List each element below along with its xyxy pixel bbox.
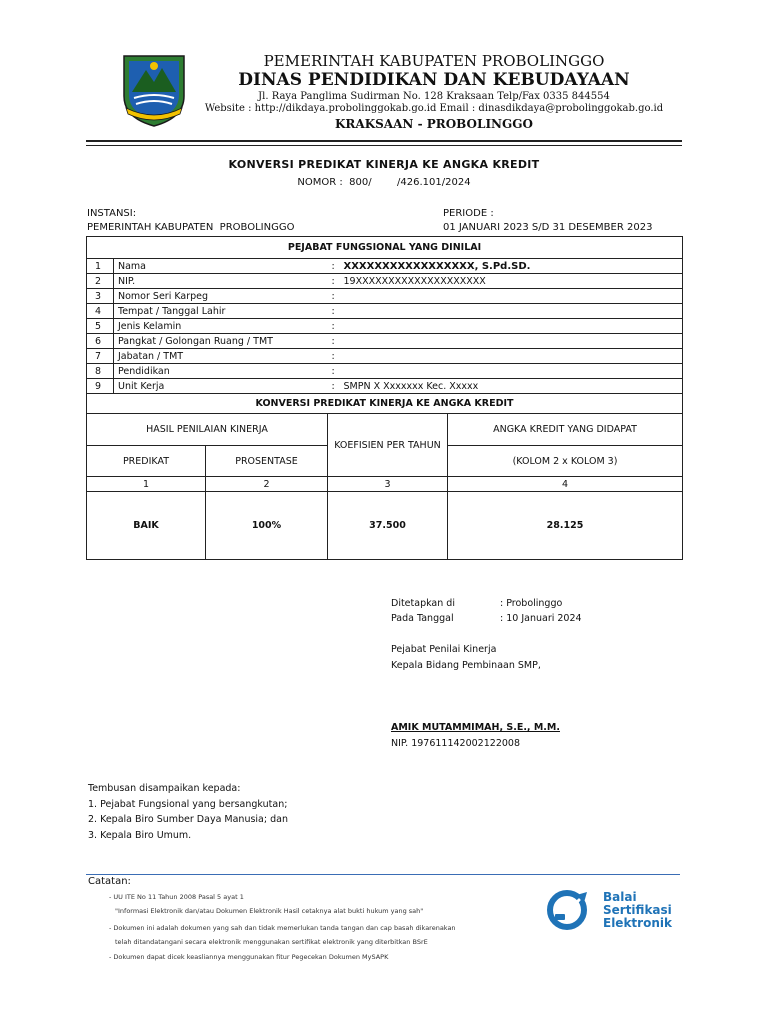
letterhead-address: Jl. Raya Panglima Sudirman No. 128 Kraksaan Telp/Fax 0335 844554 bbox=[258, 91, 610, 102]
periode-label: PERIODE : bbox=[443, 208, 494, 219]
pejabat-header: PEJABAT FUNGSIONAL YANG DINILAI bbox=[87, 237, 683, 259]
bsre-text: Balai bbox=[603, 890, 637, 904]
field-value: : bbox=[328, 319, 683, 334]
column-number: 1 bbox=[87, 477, 206, 492]
table-row bbox=[87, 319, 683, 334]
signer-nip: NIP. 197611142002122008 bbox=[391, 738, 520, 749]
table-row bbox=[87, 304, 683, 319]
nama-value: XXXXXXXXXXXXXXXXX, S.Pd.SD. bbox=[343, 260, 531, 272]
field-value: : SMPN X Xxxxxxx Kec. Xxxxx bbox=[328, 379, 683, 394]
row-number: 2 bbox=[87, 274, 114, 289]
bsre-logo-icon bbox=[543, 888, 593, 930]
field-value: : bbox=[328, 364, 683, 379]
document-number: NOMOR : 800/ /426.101/2024 bbox=[297, 177, 471, 188]
koefisien-header: KOEFISIEN PER TAHUN bbox=[328, 414, 448, 477]
ditetapkan-label: Ditetapkan di bbox=[391, 598, 455, 609]
field-value: : bbox=[328, 349, 683, 364]
tembusan-item: 1. Pejabat Fungsional yang bersangkutan; bbox=[88, 799, 288, 810]
footer-note: - Dokumen dapat dicek keasliannya menggunakan fitur Pegecekan Dokumen MySAPK bbox=[109, 953, 389, 961]
field-label: Nama bbox=[114, 259, 328, 274]
signer-name: AMIK MUTAMMIMAH, S.E., M.M. bbox=[391, 722, 560, 733]
letterhead-city: KRAKSAAN - PROBOLINGGO bbox=[335, 117, 533, 131]
column-number: 3 bbox=[328, 477, 448, 492]
pejabat-penilai-position: Kepala Bidang Pembinaan SMP, bbox=[391, 660, 541, 671]
letterhead-agency: DINAS PENDIDIKAN DAN KEBUDAYAAN bbox=[238, 70, 630, 90]
periode-value: 01 JANUARI 2023 S/D 31 DESEMBER 2023 bbox=[443, 222, 653, 233]
unit-kerja-value: SMPN X Xxxxxxx Kec. Xxxxx bbox=[343, 380, 479, 392]
field-label: Pangkat / Golongan Ruang / TMT bbox=[114, 334, 328, 349]
footer-note: - Dokumen ini adalah dokumen yang sah dan tidak memerlukan tanda tangan dan cap basah dikarenakan bbox=[109, 924, 456, 932]
angka-kredit-header: ANGKA KREDIT YANG DIDAPAT bbox=[448, 414, 683, 446]
document-title: KONVERSI PREDIKAT KINERJA KE ANGKA KREDIT bbox=[228, 158, 540, 171]
bsre-text: Elektronik bbox=[603, 916, 672, 930]
rumus-header: (KOLOM 2 x KOLOM 3) bbox=[448, 446, 683, 477]
prosentase-value: 100% bbox=[206, 492, 328, 560]
penilaian-table bbox=[86, 236, 683, 560]
row-number: 1 bbox=[87, 259, 114, 274]
predikat-value: BAIK bbox=[87, 492, 206, 560]
field-label: Jenis Kelamin bbox=[114, 319, 328, 334]
footer-note: "Informasi Elektronik dan/atau Dokumen Elektronik Hasil cetaknya alat bukti hukum yang sah" bbox=[115, 907, 424, 915]
field-value: : bbox=[328, 289, 683, 304]
table-row bbox=[87, 349, 683, 364]
nip-value: 19XXXXXXXXXXXXXXXXXXXX bbox=[343, 275, 486, 287]
row-number: 6 bbox=[87, 334, 114, 349]
row-number: 9 bbox=[87, 379, 114, 394]
field-value: : XXXXXXXXXXXXXXXXX, S.Pd.SD. bbox=[328, 259, 683, 274]
bsre-text: Sertifikasi bbox=[603, 903, 672, 917]
prosentase-header: PROSENTASE bbox=[206, 446, 328, 477]
table-row bbox=[87, 334, 683, 349]
field-label: NIP. bbox=[114, 274, 328, 289]
footer-note: - UU ITE No 11 Tahun 2008 Pasal 5 ayat 1 bbox=[109, 893, 244, 901]
field-label: Nomor Seri Karpeg bbox=[114, 289, 328, 304]
field-label: Unit Kerja bbox=[114, 379, 328, 394]
angka-kredit-value: 28.125 bbox=[448, 492, 683, 560]
table-row bbox=[87, 364, 683, 379]
field-value: : bbox=[328, 304, 683, 319]
field-label: Tempat / Tanggal Lahir bbox=[114, 304, 328, 319]
hasil-penilaian-header: HASIL PENILAIAN KINERJA bbox=[87, 414, 328, 446]
tanggal-label: Pada Tanggal bbox=[391, 613, 454, 624]
tembusan-item: 3. Kepala Biro Umum. bbox=[88, 830, 192, 841]
ditetapkan-value: : Probolinggo bbox=[500, 598, 563, 609]
letterhead-contact: Website : http://dikdaya.probolinggokab.go.id Email : dinasdikdaya@probolinggokab.go.id bbox=[204, 103, 664, 114]
instansi-value: PEMERINTAH KABUPATEN PROBOLINGGO bbox=[87, 222, 295, 233]
kabupaten-probolinggo-emblem bbox=[120, 52, 188, 128]
row-number: 8 bbox=[87, 364, 114, 379]
column-number: 4 bbox=[448, 477, 683, 492]
footer-note: telah ditandatangani secara elektronik menggunakan sertifikat elektronik yang diterbitkan BSrE bbox=[115, 938, 428, 946]
footer-rule bbox=[86, 874, 680, 875]
field-label: Jabatan / TMT bbox=[114, 349, 328, 364]
field-value: : bbox=[328, 334, 683, 349]
pejabat-penilai-title: Pejabat Penilai Kinerja bbox=[391, 644, 497, 655]
column-number: 2 bbox=[206, 477, 328, 492]
tembusan-item: 2. Kepala Biro Sumber Daya Manusia; dan bbox=[88, 814, 288, 825]
letterhead-government: PEMERINTAH KABUPATEN PROBOLINGGO bbox=[263, 52, 605, 70]
field-label: Pendidikan bbox=[114, 364, 328, 379]
table-row bbox=[87, 274, 683, 289]
tembusan-title: Tembusan disampaikan kepada: bbox=[88, 783, 241, 794]
table-row bbox=[87, 379, 683, 394]
koefisien-value: 37.500 bbox=[328, 492, 448, 560]
letterhead-rule-thick bbox=[86, 140, 682, 142]
table-row bbox=[87, 289, 683, 304]
instansi-label: INSTANSI: bbox=[87, 208, 137, 219]
letterhead-rule-thin bbox=[86, 145, 682, 146]
konversi-header: KONVERSI PREDIKAT KINERJA KE ANGKA KREDIT bbox=[87, 394, 683, 414]
predikat-header: PREDIKAT bbox=[87, 446, 206, 477]
field-value: : 19XXXXXXXXXXXXXXXXXXXX bbox=[328, 274, 683, 289]
row-number: 4 bbox=[87, 304, 114, 319]
tanggal-value: : 10 Januari 2024 bbox=[500, 613, 582, 624]
row-number: 3 bbox=[87, 289, 114, 304]
table-row bbox=[87, 259, 683, 274]
row-number: 5 bbox=[87, 319, 114, 334]
row-number: 7 bbox=[87, 349, 114, 364]
catatan-label: Catatan: bbox=[88, 876, 131, 887]
